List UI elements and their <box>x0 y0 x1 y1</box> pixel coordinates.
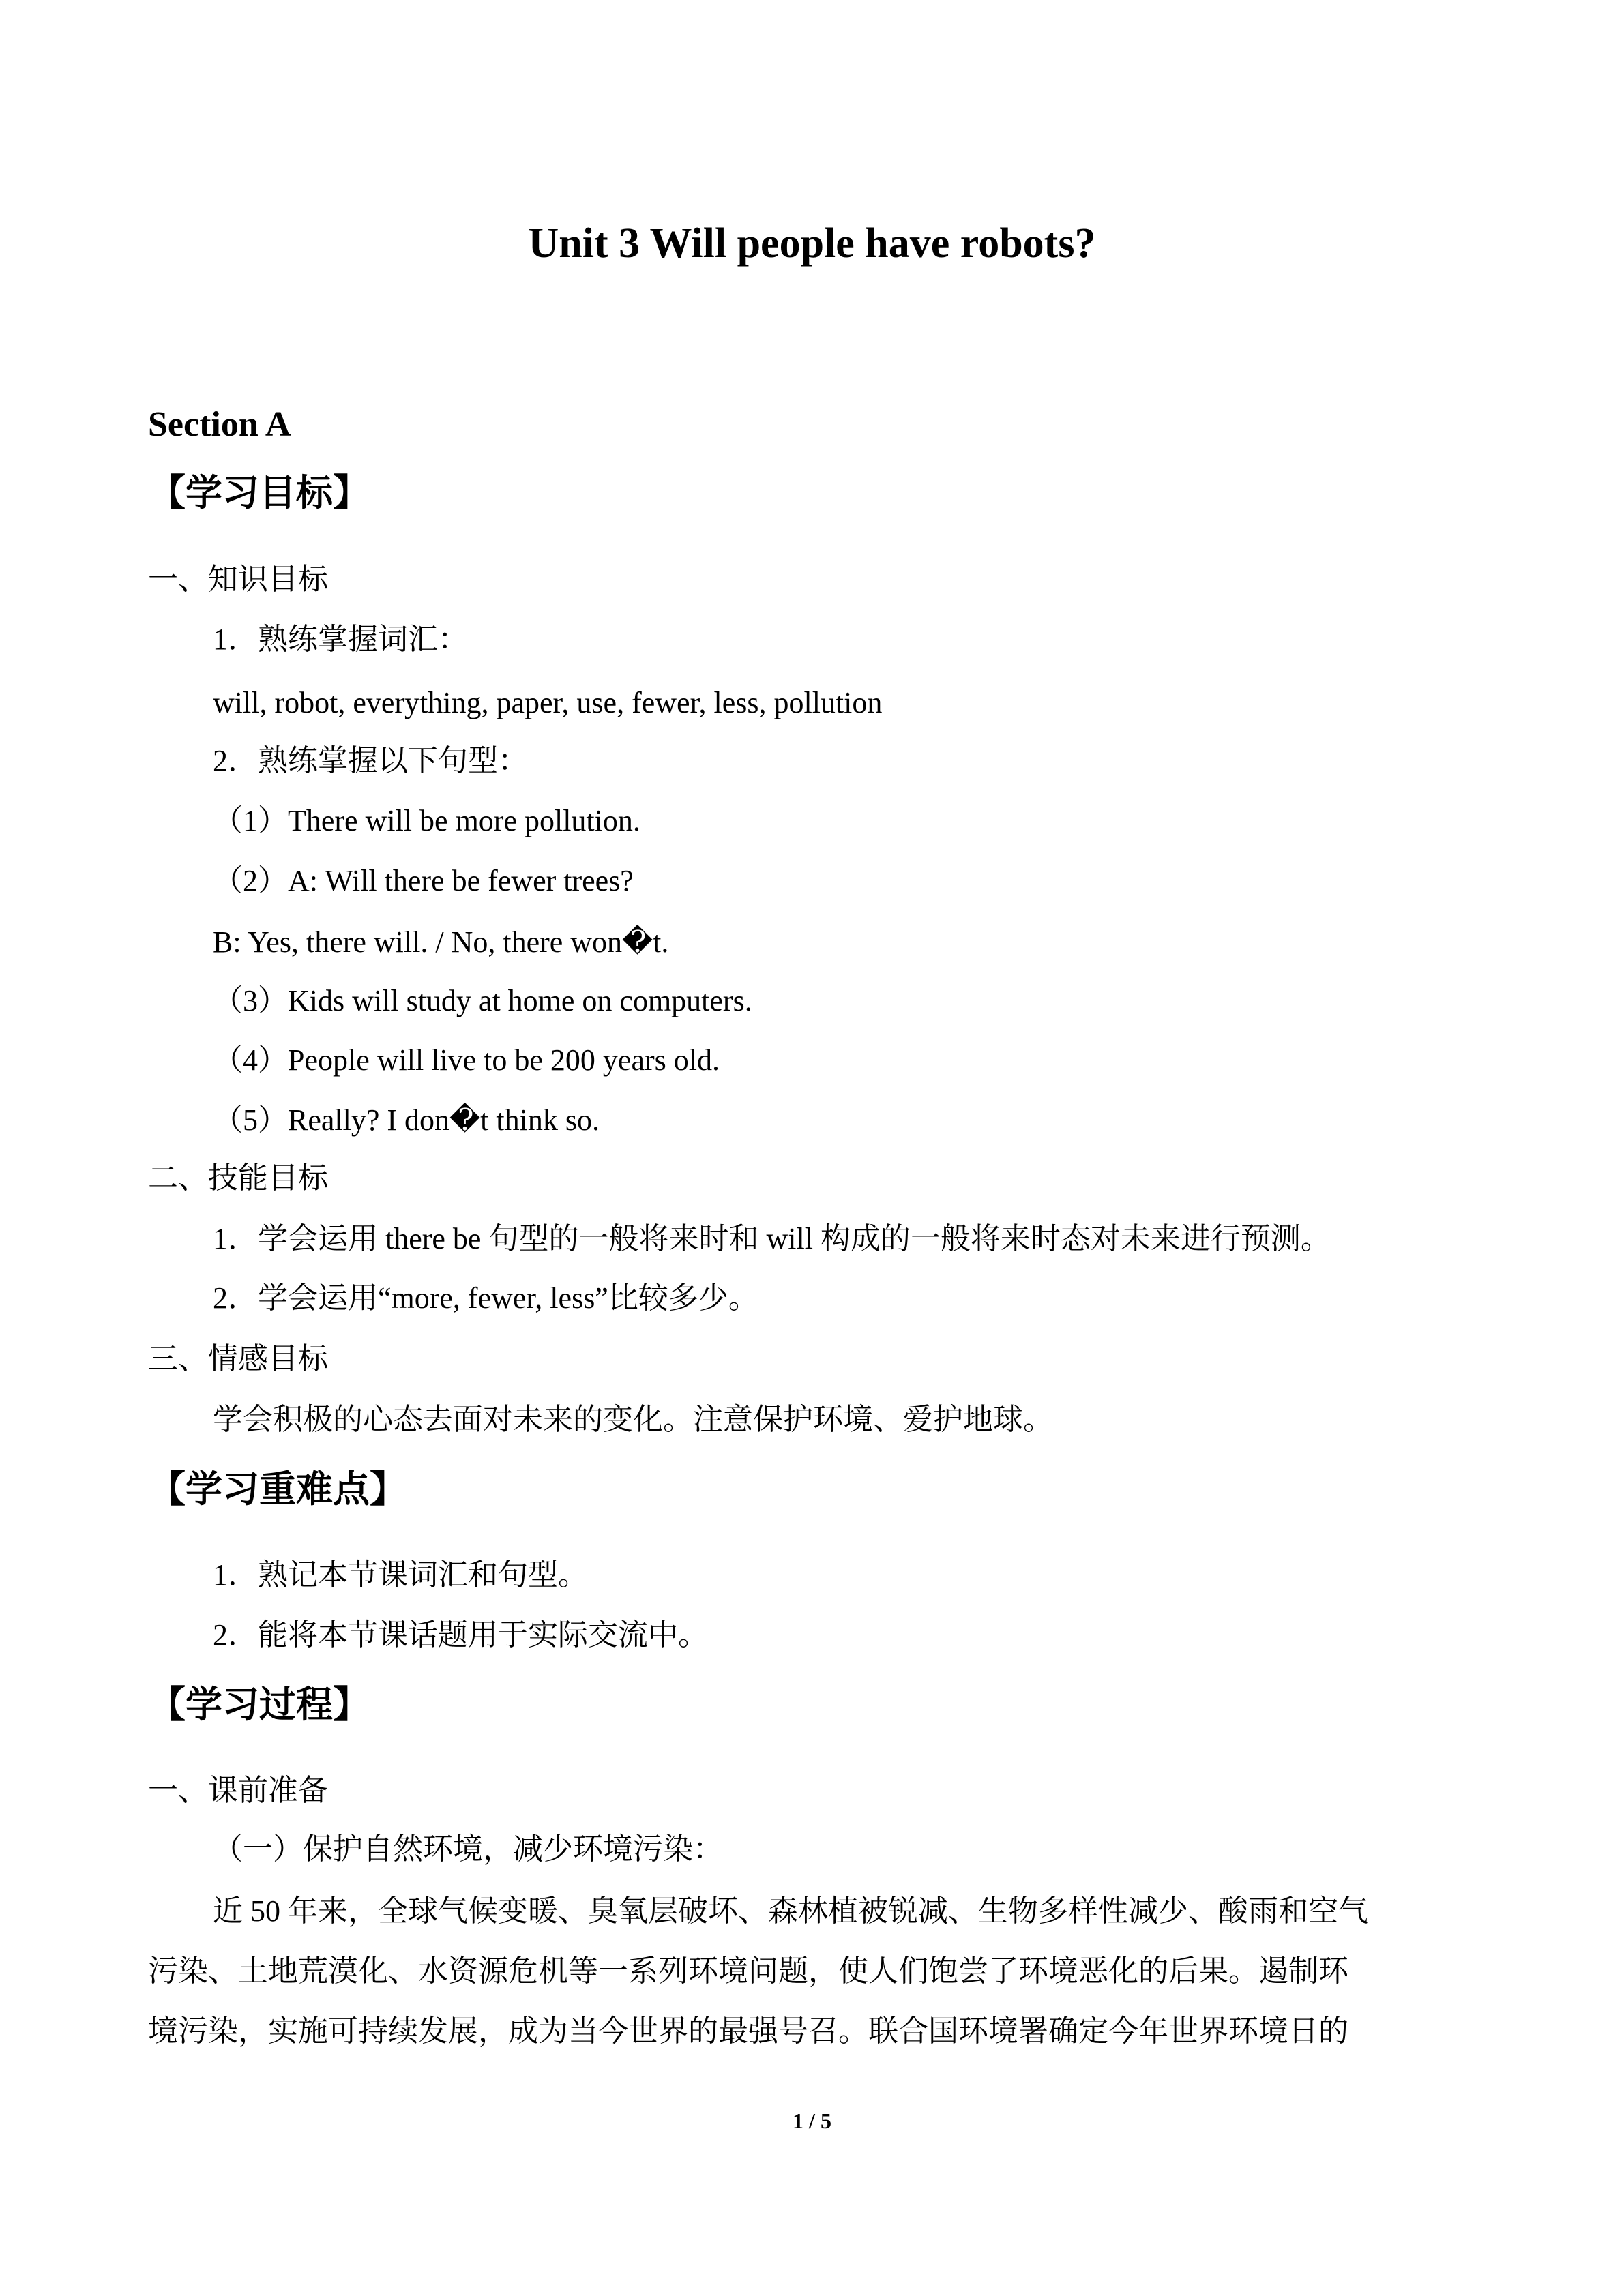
emotion-goals-title: 三、情感目标 <box>148 1342 328 1375</box>
skill-goals-title: 二、技能目标 <box>148 1161 328 1195</box>
heading-learning-goals: 【学习目标】 <box>149 471 370 514</box>
paragraph-line-1: 近 50 年来，全球气候变暖、臭氧层破坏、森林植被锐减、生物多样性减少、酸雨和空气 <box>213 1894 1368 1928</box>
skill-goal-2: 2．学会运用“more, fewer, less”比较多少。 <box>213 1281 758 1315</box>
paragraph-line-2: 污染、土地荒漠化、水资源危机等一系列环境问题，使人们饱尝了环境恶化的后果。遏制环 <box>148 1954 1348 1988</box>
knowledge-goal-2: 2．熟练掌握以下句型： <box>213 744 528 777</box>
key-point-1: 1．熟记本节课词汇和句型。 <box>213 1558 588 1592</box>
page-number: 1 / 5 <box>793 2108 831 2133</box>
paragraph-line-3: 境污染，实施可持续发展，成为当今世界的最强号召。联合国环境署确定今年世界环境日的 <box>148 2014 1348 2048</box>
heading-key-points: 【学习重难点】 <box>149 1467 407 1510</box>
sentence-pattern-1: （1）There will be more pollution. <box>213 804 640 837</box>
preparation-title: 一、课前准备 <box>148 1774 328 1807</box>
sentence-pattern-3: （3）Kids will study at home on computers. <box>213 984 752 1017</box>
key-point-2: 2．能将本节课话题用于实际交流中。 <box>213 1618 708 1652</box>
document-title: Unit 3 Will people have robots? <box>528 220 1096 267</box>
sentence-pattern-2: （2）A: Will there be fewer trees? <box>213 864 634 897</box>
knowledge-goal-1: 1．熟练掌握词汇： <box>213 623 468 656</box>
heading-learning-process: 【学习过程】 <box>149 1683 370 1726</box>
skill-goal-1: 1．学会运用 there be 句型的一般将来时和 will 构成的一般将来时态对未来进行预测。 <box>213 1222 1331 1255</box>
knowledge-goals-title: 一、知识目标 <box>148 563 328 596</box>
sentence-pattern-4: （4）People will live to be 200 years old. <box>213 1043 720 1077</box>
section-heading: Section A <box>148 405 291 444</box>
sentence-pattern-2b: B: Yes, there will. / No, there won�t. <box>213 925 669 959</box>
emotion-goal-1: 学会积极的心态去面对未来的变化。注意保护环境、爱护地球。 <box>213 1403 1053 1436</box>
preparation-item-1: （一）保护自然环境，减少环境污染： <box>213 1832 723 1866</box>
vocabulary-list: will, robot, everything, paper, use, fewer, less, pollution <box>213 686 883 719</box>
sentence-pattern-5: （5）Really? I don�t think so. <box>213 1103 600 1137</box>
